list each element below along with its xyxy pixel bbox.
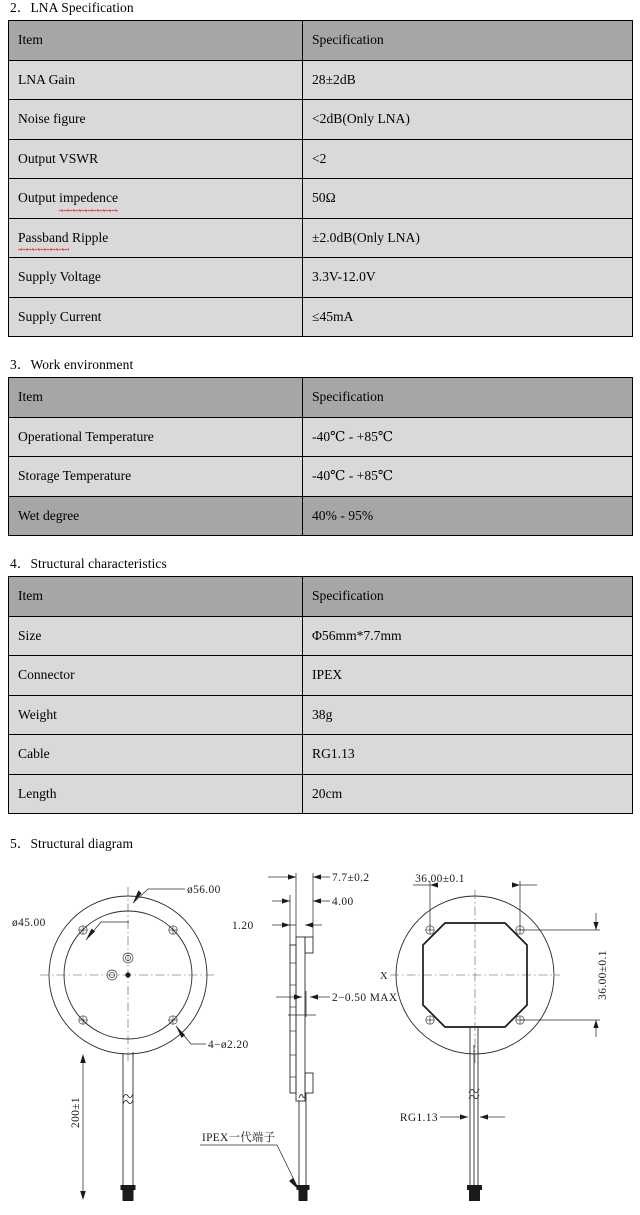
cell-spec: IPEX: [303, 656, 633, 696]
table-row: [9, 656, 633, 696]
cell-item: Operational Temperature: [9, 417, 303, 457]
column-header-item: Item: [9, 21, 303, 61]
cell-item: Supply Voltage: [9, 258, 303, 298]
dimension-label-pad-max: 2−0.50 MAX: [332, 992, 398, 1004]
cell-item: Length: [9, 774, 303, 814]
dimension-label-total-thickness: 7.7±0.2: [332, 872, 370, 884]
cell-spec: <2: [303, 139, 633, 179]
cell-spec: 50Ω: [303, 179, 633, 219]
diagram-patch-view: [380, 873, 609, 1201]
mounting-hole: [79, 1016, 87, 1024]
section-heading-structural-diagram: 5．Structural diagram: [10, 836, 134, 851]
cell-item: Cable: [9, 735, 303, 775]
cell-item-text-misspelled: Output impedence: [18, 190, 118, 205]
table-row: [9, 100, 633, 140]
table-header-row: [9, 378, 633, 418]
cell-spec: 40% - 95%: [303, 496, 633, 536]
cell-spec: <2dB(Only LNA): [303, 100, 633, 140]
cell-item: LNA Gain: [9, 60, 303, 100]
cell-spec: 3.3V-12.0V: [303, 258, 633, 298]
lna-specification-table: [8, 20, 633, 337]
mounting-hole: [79, 926, 87, 934]
cell-spec: ≤45mA: [303, 297, 633, 337]
dimension-label-mounting-holes: 4−ø2.20: [208, 1039, 249, 1051]
table-row: [9, 616, 633, 656]
cell-spec: 38g: [303, 695, 633, 735]
section-heading-lna: 2．LNA Specification: [10, 0, 134, 15]
work-environment-table: [8, 377, 633, 536]
diagram-side-view: [200, 872, 398, 1201]
table-row: [9, 258, 633, 298]
cell-spec: Φ56mm*7.7mm: [303, 616, 633, 656]
structural-diagram: [0, 845, 640, 1215]
cell-item: Wet degree: [9, 496, 303, 536]
spellcheck-underline: Passband: [18, 219, 69, 258]
cell-item: [9, 179, 303, 219]
table-row: [9, 496, 633, 536]
table-row: [9, 695, 633, 735]
table-row: [9, 297, 633, 337]
cell-item-text-misspelled: Passband Ripple: [18, 230, 108, 245]
table-row: [9, 179, 633, 219]
cell-spec: -40℃ - +85℃: [303, 457, 633, 497]
cell-item: Weight: [9, 695, 303, 735]
cell-spec: ±2.0dB(Only LNA): [303, 218, 633, 258]
cell-spec: RG1.13: [303, 735, 633, 775]
table-header-row: [9, 21, 633, 61]
column-header-item: Item: [9, 577, 303, 617]
section-heading-structural-characteristics: 4．Structural characteristics: [10, 556, 167, 571]
cell-item: Output VSWR: [9, 139, 303, 179]
table-row: [9, 457, 633, 497]
table-header-row: [9, 577, 633, 617]
dimension-label-patch-width: 36.00±0.1: [415, 873, 465, 885]
cell-spec: 20cm: [303, 774, 633, 814]
dimension-label-1-20: 1.20: [232, 920, 254, 932]
axis-marker-label: X: [380, 971, 388, 982]
dimension-label-4mm: 4.00: [332, 896, 354, 908]
column-header-specification: Specification: [303, 378, 633, 418]
table-row: [9, 417, 633, 457]
spellcheck-underline: impedence: [59, 179, 118, 218]
cell-spec: 28±2dB: [303, 60, 633, 100]
structural-characteristics-table: [8, 576, 633, 814]
table-row: [9, 735, 633, 775]
cell-spec: -40℃ - +85℃: [303, 417, 633, 457]
mounting-hole: [169, 1016, 177, 1024]
section-heading-work-environment: 3．Work environment: [10, 357, 134, 372]
column-header-item: Item: [9, 378, 303, 418]
table-row: [9, 774, 633, 814]
table-row: [9, 139, 633, 179]
mounting-hole: [169, 926, 177, 934]
diagram-top-view: [12, 884, 249, 1201]
cell-item: Noise figure: [9, 100, 303, 140]
dimension-label-cable-length: 200±1: [70, 1096, 82, 1128]
table-row: [9, 60, 633, 100]
dimension-label-patch-height: 36.00±0.1: [597, 950, 609, 1000]
mounting-hole: [426, 1016, 434, 1024]
cell-item: Size: [9, 616, 303, 656]
cell-item: Supply Current: [9, 297, 303, 337]
table-row: [9, 218, 633, 258]
cell-item: Storage Temperature: [9, 457, 303, 497]
column-header-specification: Specification: [303, 577, 633, 617]
dimension-label-outer-diameter: ø56.00: [187, 884, 221, 896]
connector-note-label: IPEX一代端子: [202, 1132, 276, 1144]
cell-item: [9, 218, 303, 258]
column-header-specification: Specification: [303, 21, 633, 61]
cell-item: Connector: [9, 656, 303, 696]
dimension-label-cable-type: RG1.13: [399, 1112, 438, 1124]
dimension-label-inner-diameter: ø45.00: [12, 917, 46, 929]
